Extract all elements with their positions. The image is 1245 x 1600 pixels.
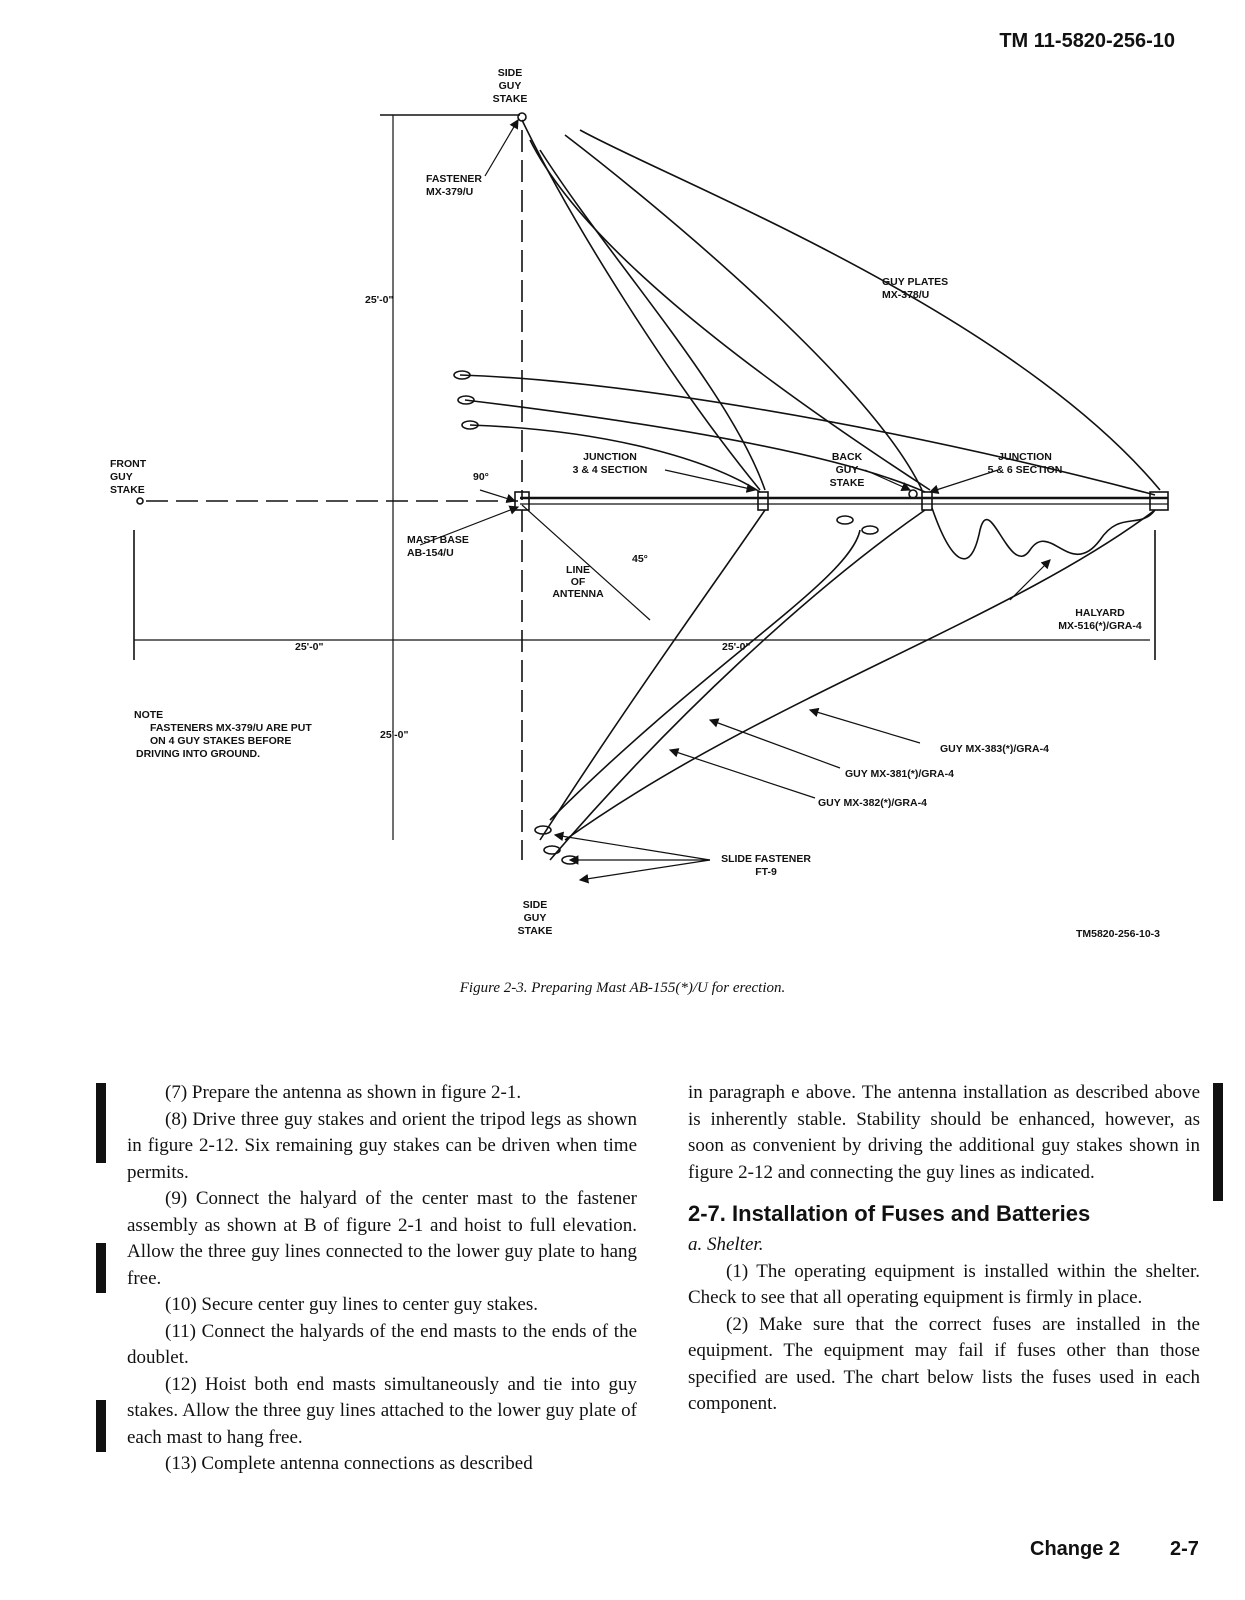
label-fastener: FASTENER MX-379/U (426, 173, 483, 198)
document-id: TM 11-5820-256-10 (999, 30, 1175, 52)
paragraph: (1) The operating equipment is installed within the shelter. Check to see that all operating equipment is firmly in place. (688, 1260, 1200, 1308)
label-dim-25-right: 25'-0" (722, 641, 751, 653)
label-dim-25-top: 25'-0" (365, 294, 394, 306)
paragraph-continuation: in paragraph e above. The antenna installation as described above is inherently stable. Stability should be enhanced, however, as soon as convenient by driving the additional guy stakes shown in figure 2-12 and connecting the guy lines as indicated. (688, 1082, 1200, 1183)
left-text-column (127, 1080, 637, 1478)
label-line-of-antenna: LINE OF ANTENNA (552, 564, 604, 600)
label-slide-fastener: SLIDE FASTENER FT-9 (721, 853, 811, 878)
page-number: 2-7 (1170, 1538, 1199, 1560)
label-dim-25-left: 25'-0" (295, 641, 324, 653)
footer-change: Change 2 (1030, 1538, 1121, 1560)
change-bar (96, 1400, 106, 1452)
paragraph: (8) Drive three guy stakes and orient the tripod legs as shown in figure 2-12. Six remaining guy stakes can be driven when time permits. (127, 1108, 637, 1183)
label-junction-56: JUNCTION 5 & 6 SECTION (987, 451, 1063, 476)
label-guy-plates: GUY PLATES MX-378/U (882, 276, 949, 301)
subheading: a. Shelter. (688, 1234, 764, 1255)
right-text-column (688, 1080, 1200, 1418)
figure-id: TM5820-256-10-3 (1075, 928, 1160, 940)
antenna-erection-figure (110, 60, 1220, 940)
paragraph: (12) Hoist both end masts simultaneously and tie into guy stakes. Allow the three guy lines attached to the lower guy plate of each mast to hang free. (127, 1373, 637, 1448)
change-bar (96, 1243, 106, 1293)
figure-caption: Figure 2-3. Preparing Mast AB-155(*)/U for erection. (459, 980, 786, 996)
label-dim-25-lower: 25'-0" (380, 729, 409, 741)
paragraph: (2) Make sure that the correct fuses are installed in the equipment. The equipment may fail if fuses other than those specified are used. The chart below lists the fuses used in each component. (688, 1313, 1200, 1414)
paragraph: (11) Connect the halyards of the end masts to the ends of the doublet. (127, 1320, 637, 1368)
label-back-guy-stake: BACK GUY STAKE (829, 451, 865, 489)
label-guy-382: GUY MX-382(*)/GRA-4 (818, 797, 927, 809)
section-heading: 2-7. Installation of Fuses and Batteries (688, 1201, 1091, 1226)
paragraph: (13) Complete antenna connections as described (165, 1453, 533, 1474)
paragraph: (9) Connect the halyard of the center mast to the fastener assembly as shown at B of figure 2-1 and hoist to full elevation. Allow the three guy lines connected to the lower guy plate to hang free. (127, 1188, 637, 1289)
paragraph: (7) Prepare the antenna as shown in figure 2-1. (165, 1082, 522, 1103)
label-guy-383: GUY MX-383(*)/GRA-4 (940, 743, 1049, 755)
note-title: NOTE (134, 709, 164, 721)
change-bar (1213, 1083, 1223, 1201)
label-halyard: HALYARD MX-516(*)/GRA-4 (1058, 607, 1142, 632)
note-text: FASTENERS MX-379/U ARE PUT ON 4 GUY STAKES BEFORE DRIVING INTO GROUND. (136, 722, 312, 760)
label-mast-base: MAST BASE AB-154/U (407, 534, 469, 559)
label-front-guy-stake: FRONT GUY STAKE (110, 458, 147, 496)
label-angle-90: 90° (473, 471, 489, 483)
label-angle-45: 45° (632, 553, 648, 565)
paragraph: (10) Secure center guy lines to center guy stakes. (165, 1294, 539, 1315)
label-junction-34: JUNCTION 3 & 4 SECTION (572, 451, 648, 476)
change-bar (96, 1083, 106, 1163)
label-side-guy-stake-bottom: SIDE GUY STAKE (517, 899, 553, 937)
label-guy-381: GUY MX-381(*)/GRA-4 (845, 768, 954, 780)
label-side-guy-stake-top: SIDE GUY STAKE (492, 67, 528, 105)
